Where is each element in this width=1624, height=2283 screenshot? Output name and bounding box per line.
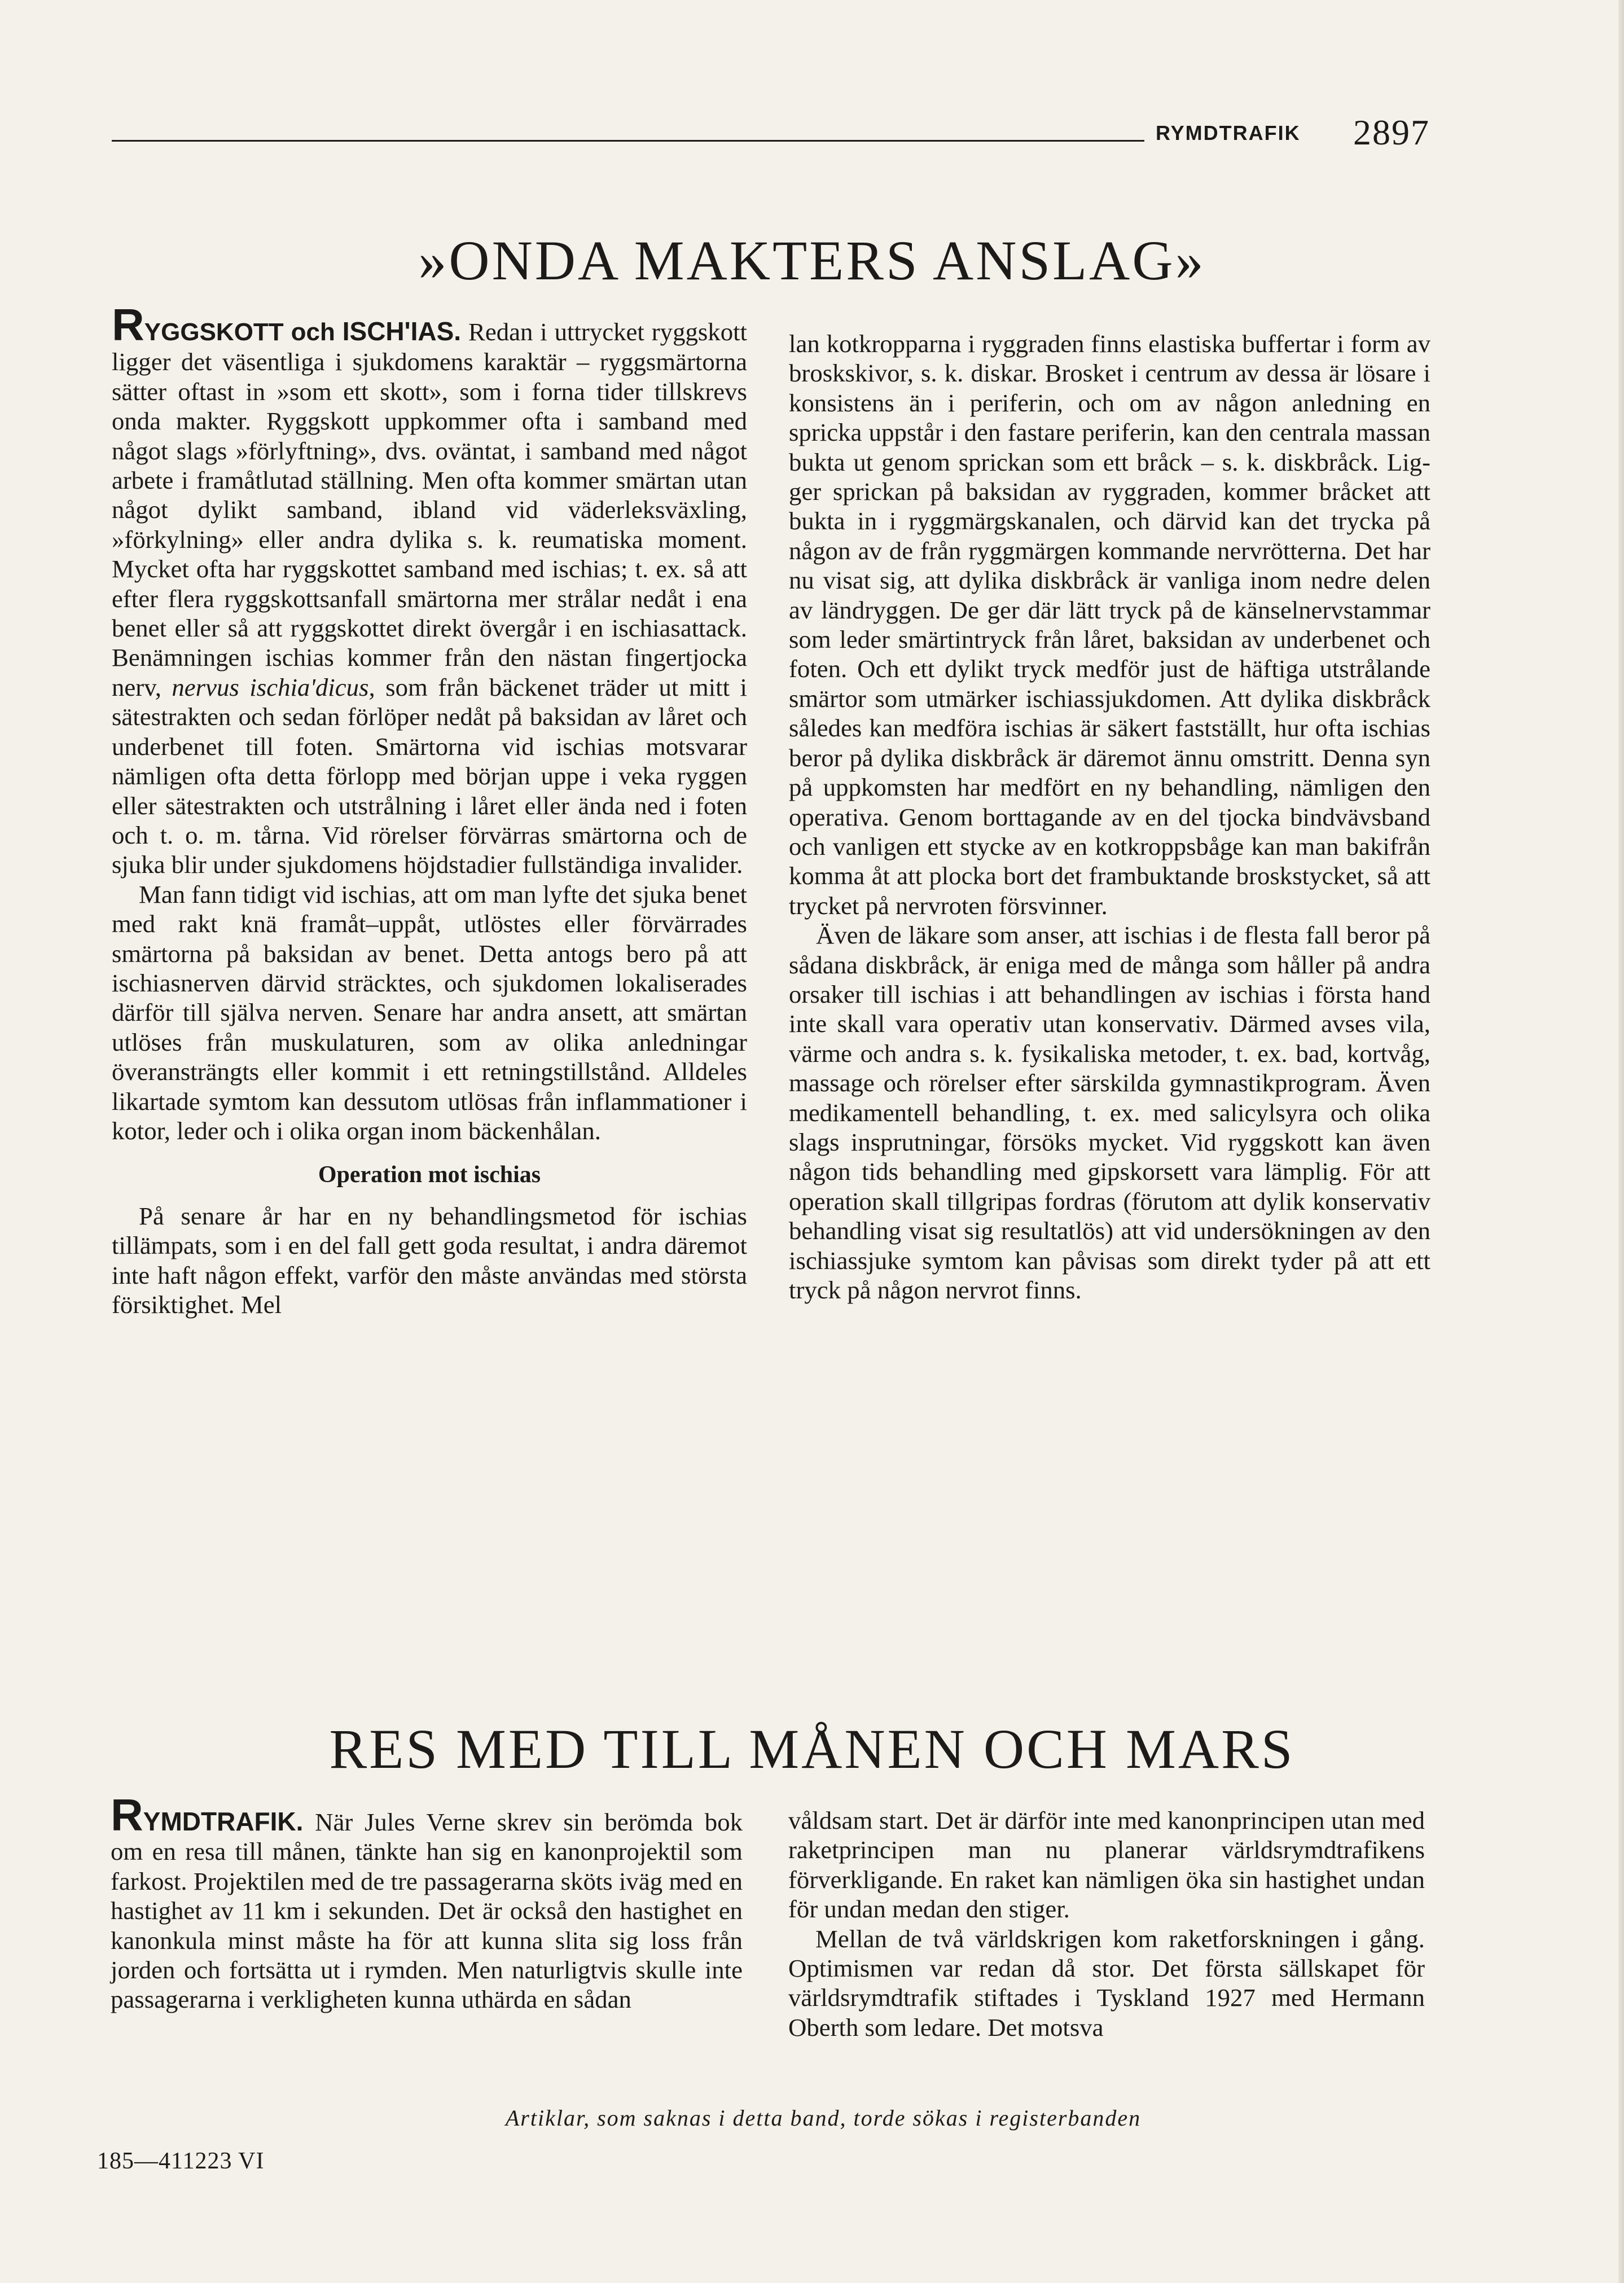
article2-column-right	[788, 1806, 1425, 2042]
paragraph-text: När Jules Verne skrev sin berömda bok om en resa till månen, tänkte han sig en kanonprojektil som farkost. Projektilen med de tre passagerarna sköts iväg med en hastighet av 11 km i sekunden. Det är också den hastighet en kanonkula minst måste ha för att kunna slita sig loss från jorden och fortsätta ut i rymden. Men naturligtvis skulle inte passagerarna i verkligheten kunna uthärda en sådan	[111, 1808, 743, 2014]
article-title-res-med: RES MED TILL MÅNEN OCH MARS	[329, 1718, 1295, 1780]
subheading-operation: Operation mot ischias	[318, 1162, 541, 1188]
lead-word-ryggskott: YGGSKOTT	[144, 318, 284, 346]
article2-column-left	[111, 1790, 743, 2014]
article1-paragraph-5: Även de läkare som anser, att ischias i de flesta fall beror på sådana diskbråck, är eniga med de många som håller på andra orsaker till ischias i att behandlingen av ischias i första hand inte skall vara operativ utan konservativ. Därmed avses vila, värme och andra s. k. fysikaliska metoder, t. ex. bad, kortvåg, massage och rörelser efter särskilda gymnastikprogram. Även medikamentell behandling, t. ex. med salicylsyra och olika slags insprutningar, försöks mycket. Vid ryggskott kan även någon tids behandling med gipskorsett vara lämplig. För att operation skall tillgripas fordras (förutom att dylik konservativ behandling visat sig resultatlös) att vid undersökningen av den ischiassjuke symtom kan påvisas som direkt tyder på att ett tryck på någon nervrot finns.	[789, 921, 1430, 1304]
article2-paragraph-2: våldsam start. Det är därför inte med kanonprincipen utan med raketprincipen man nu planerar världsrymdtrafikens förverkligande. En raket kan nämligen öka sin hastighet undan för undan medan den stiger.	[788, 1806, 1425, 1924]
page-edge	[1618, 0, 1624, 2283]
footer-code: 185—411223 VI	[97, 2148, 265, 2174]
article-title-onda-makters: »ONDA MAKTERS ANSLAG»	[418, 229, 1206, 292]
article1-column-left	[112, 300, 747, 1319]
running-head: RYMDTRAFIK	[1156, 121, 1301, 144]
article1-column-right	[789, 329, 1430, 1305]
latin-term: nervus ischia'dicus,	[172, 673, 375, 701]
article1-paragraph-1	[112, 300, 747, 880]
article1-paragraph-2: Man fann tidigt vid ischias, att om man lyfte det sjuka benet med rakt knä framåt–uppåt, utlöstes eller förvärrades smärtorna på baksidan av benet. Detta antogs bero på att ischiasnerven därvid sträcktes, och sjukdomen lokaliserades därför till själva nerven. Senare har andra ansett, att smärtan utlöses från muskulaturen, som av olika anledningar överansträngts eller kommit i ett retningstillstånd. Alldeles likartade symtom kan dessutom utlösas från inflammationer i kotor, leder och i olika organ inom bäckenhålan.	[112, 880, 747, 1145]
paragraph-text: Redan i uttrycket ryggskott ligger det väsentliga i sjukdomens karaktär – ryggsmärtorna sätter oftast in »som ett skott», som i forna tider tillskrevs onda makter. Ryggskott uppkommer ofta i samband med något slags »förlyftning», dvs. oväntat, i samband med något arbete i framåtlutad ställning. Men ofta kommer smärtan utan något dylikt samband, ibland vid väderleksväxling, »förkylning» eller andra dylika s. k. reumatiska moment. Mycket ofta har ryggskottet samband med ischias; t. ex. så att efter flera ryggskottsanfall smärtorna mer strålar nedåt i ena benet eller så att ryggskottet direkt övergår i en ischiasattack. Benämningen ischias kommer från den nästan fingertjocka nerv,	[112, 318, 747, 701]
lead-word-och: och	[291, 318, 335, 346]
page-number: 2897	[1353, 112, 1430, 152]
drop-cap: R	[112, 300, 144, 350]
article2-paragraph-3: Mellan de två världskrigen kom raketforskningen i gång. Optimismen var redan då stor. Det första sällskapet för världsrymdtrafik stiftades i Tyskland 1927 med Hermann Oberth som ledare. Det motsva	[788, 1924, 1425, 2041]
article2-paragraph-1	[111, 1790, 743, 2014]
article1-paragraph-3: På senare år har en ny behandlingsmetod för ischias tillämpats, som i en del fall gett goda resultat, i andra däremot inte haft någon effekt, varför den måste användas med största försiktighet. Mel	[112, 1201, 747, 1319]
lead-word-ischias: ISCH'IAS.	[342, 317, 462, 346]
paragraph-text: som från bäckenet träder ut mitt i sätestrakten och sedan förlöper nedåt på baksidan av låret och underbenet till foten. Smärtorna vid ischias motsvarar nämligen ofta detta förlopp med början uppe i veka ryggen eller sätestrakten och utstrålning i låret eller ända ned i foten och t. o. m. tårna. Vid rörelser förvärras smärtorna och de sjuka blir under sjukdomens höjdstadier fullständiga invalider.	[112, 673, 747, 879]
header-rule	[112, 140, 1144, 142]
article1-paragraph-4: lan kotkropparna i ryggraden finns elastiska buffertar i form av broskskivor, s. k. diskar. Brosket i centrum av dessa är lösare i konsistens än i periferin, och om av någon anledning en spricka uppstår i den fastare periferin, kan den centrala massan bukta ut genom sprickan som ett bråck – s. k. diskbråck. Ligger sprickan på baksidan av ryggraden, kommer bråcket att bukta in i ryggmärgskanalen, och därvid kan det trycka på någon av de från ryggmärgen kommande nervrötterna. Det har nu visat sig, att dylika diskbråck är vanliga inom nedre delen av ländryggen. De ger där lätt tryck på de känselnervstammar som leder smärtintryck från låret, baksidan av underbenet och foten. Och ett dylikt tryck medför just de häftiga utstrålande smärtor som utmärker ischiassjukdomen. Att dylika diskbråck således kan medföra ischias är säkert fastställt, hur ofta ischias beror på dylika diskbråck är däremot ännu omstritt. Denna syn på uppkomsten har medfört en ny behandling, nämligen den operativa. Genom borttagande av en del tjocka bindvävsband och vanligen ett stycke av en kotkroppsbåge kan man bakifrån komma åt att plocka bort det frambuktande broskstycket, så att trycket på nervroten försvinner.	[789, 330, 1430, 920]
footer-note: Artiklar, som saknas i detta band, torde sökas i registerbanden	[505, 2105, 1142, 2131]
lead-word-rymdtrafik: YMDTRAFIK.	[143, 1807, 304, 1836]
drop-cap: R	[111, 1790, 143, 1840]
